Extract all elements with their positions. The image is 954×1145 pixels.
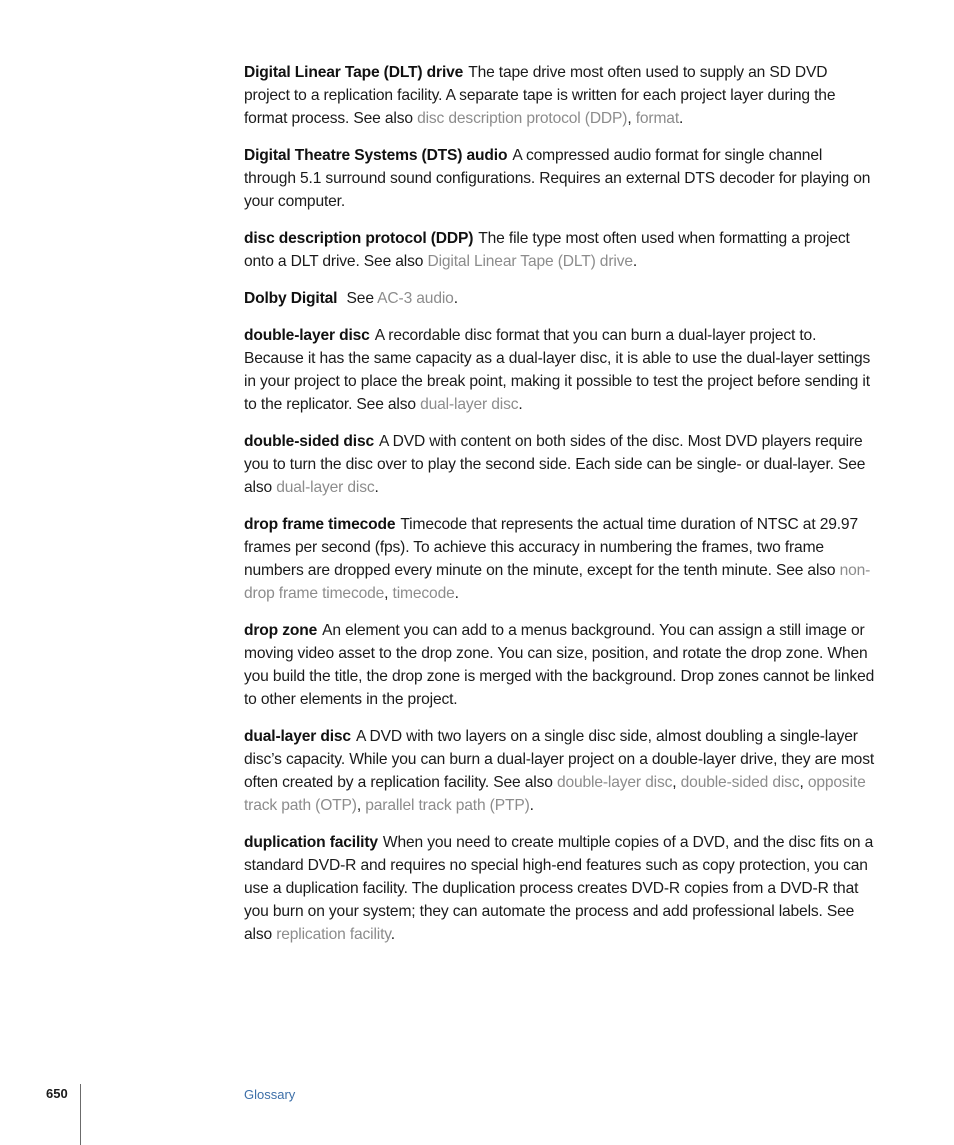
glossary-term: Dolby Digital (244, 290, 338, 307)
definition-text: The file type most often used when formatting a project onto a DLT drive. See also (244, 230, 850, 270)
definition-text: A compressed audio format for single channel through 5.1 surround sound configurations. Requires an external DTS decoder for playing on your computer. (244, 147, 871, 210)
cross-reference-link-opposite-track-path-otp[interactable]: opposite track path (OTP) (244, 774, 866, 814)
glossary-entry (244, 287, 876, 310)
cross-reference-link-timecode[interactable]: timecode (392, 585, 455, 602)
cross-reference-link-dual-layer-disc[interactable]: dual-layer disc (420, 396, 519, 413)
definition-text: . (518, 396, 523, 413)
page-number: 650 (46, 1086, 68, 1101)
definition-text: A recordable disc format that you can burn a dual-layer project to. Because it has the same capacity as a dual-layer disc, it is able to use the dual-layer settings in your project to place the break point, making it possible to test the project before sending it to the replicator. See also (244, 327, 871, 413)
definition-text: The tape drive most often used to supply an SD DVD project to a replication facility. A separate tape is written for each project layer during the format process. See also (244, 64, 836, 127)
definition-text: . (454, 585, 459, 602)
glossary-entry (244, 61, 876, 130)
glossary-term: Digital Linear Tape (DLT) drive (244, 64, 464, 81)
glossary-term: Digital Theatre Systems (DTS) audio (244, 147, 508, 164)
cross-reference-link-ac-3-audio[interactable]: AC-3 audio (377, 290, 454, 307)
cross-reference-link-digital-linear-tape-dlt-drive[interactable]: Digital Linear Tape (DLT) drive (427, 253, 633, 270)
cross-reference-link-parallel-track-path-ptp[interactable]: parallel track path (PTP) (365, 797, 530, 814)
glossary-entry (244, 144, 876, 213)
footer-divider (80, 1084, 81, 1145)
glossary-entry (244, 227, 876, 273)
glossary-term: double-sided disc (244, 433, 375, 450)
footer-section-label: Glossary (244, 1087, 296, 1102)
glossary-content (244, 61, 876, 960)
cross-reference-link-format[interactable]: format (635, 110, 680, 127)
definition-text: . (679, 110, 684, 127)
cross-reference-link-double-sided-disc[interactable]: double-sided disc (680, 774, 800, 791)
cross-reference-link-double-layer-disc[interactable]: double-layer disc (556, 774, 673, 791)
glossary-term: duplication facility (244, 834, 378, 851)
glossary-term: dual-layer disc (244, 728, 351, 745)
definition-text: , (384, 585, 393, 602)
glossary-entry (244, 430, 876, 499)
glossary-entry (244, 725, 876, 817)
definition-text: . (453, 290, 458, 307)
definition-text: , (672, 774, 681, 791)
definition-text: A DVD with two layers on a single disc side, almost doubling a single-layer disc’s capacity. While you can burn a dual-layer project on a double-layer drive, they are most often created by a replication facility. See also (244, 728, 875, 791)
definition-text: . (632, 253, 638, 270)
definition-text: An element you can add to a menus background. You can assign a still image or moving video asset to the drop zone. You can size, position, and rotate the drop zone. When you build the title, the drop zone is merged with the background. Drop zones cannot be linked to other elements in the project. (244, 622, 875, 708)
glossary-term: drop frame timecode (244, 516, 396, 533)
definition-text: , (627, 110, 636, 127)
cross-reference-link-disc-description-protocol-ddp[interactable]: disc description protocol (DDP) (417, 110, 628, 127)
glossary-entry (244, 831, 876, 946)
glossary-term: disc description protocol (DDP) (244, 230, 474, 247)
glossary-term: drop zone (244, 622, 318, 639)
definition-text: , (356, 797, 366, 814)
glossary-entry (244, 324, 876, 416)
cross-reference-link-replication-facility[interactable]: replication facility (276, 926, 391, 943)
definition-text: Timecode that represents the actual time duration of NTSC at 29.97 frames per second (fps). To achieve this accuracy in numbering the frames, two frame numbers are dropped every minute on the minute, except for the tenth minute. See also (244, 516, 858, 579)
definition-text: . (529, 797, 534, 814)
definition-text: When you need to create multiple copies of a DVD, and the disc fits on a standard DVD-R and requires no special high-end features such as copy protection, you can use a duplication facility. The duplication process creates DVD-R copies from a DVD-R that you burn on your system; they can automate the process and add professional labels. See also (244, 834, 874, 943)
cross-reference-link-non-drop-frame-timecode[interactable]: non-drop frame timecode (244, 562, 871, 602)
definition-text: . (374, 479, 379, 496)
definition-text: , (799, 774, 808, 791)
definition-text: See (342, 290, 378, 307)
glossary-term: double-layer disc (244, 327, 370, 344)
definition-text: A DVD with content on both sides of the disc. Most DVD players require you to turn the disc over to play the second side. Each side can be single- or dual-layer. See also (244, 433, 866, 496)
glossary-entry (244, 513, 876, 605)
definition-text: . (390, 926, 395, 943)
glossary-entry (244, 619, 876, 711)
cross-reference-link-dual-layer-disc[interactable]: dual-layer disc (276, 479, 375, 496)
